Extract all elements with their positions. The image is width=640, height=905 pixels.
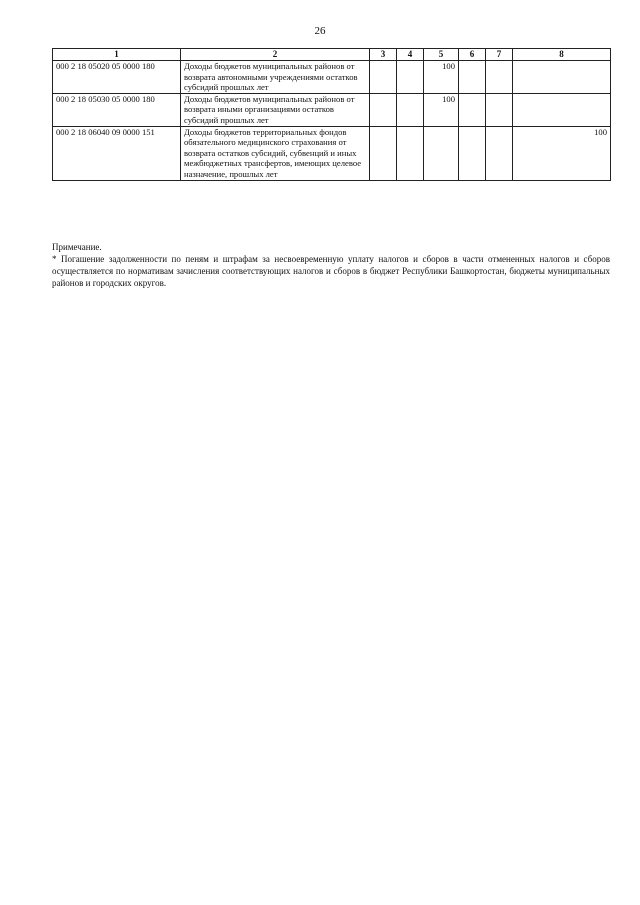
- table-row: [53, 61, 611, 94]
- budget-classification-code: 000 2 18 05020 05 0000 180: [53, 61, 181, 94]
- cell-col-8: [513, 61, 611, 94]
- column-header-1: 1: [53, 49, 181, 61]
- cell-col-4: [397, 126, 424, 180]
- column-header-2: 2: [181, 49, 370, 61]
- cell-col-5: 100: [424, 93, 459, 126]
- cell-col-5: [424, 126, 459, 180]
- table-header-row: [53, 49, 611, 61]
- revenue-description: Доходы бюджетов муниципальных районов от возврата иными организациями остатков субсидий прошлых лет: [181, 93, 370, 126]
- cell-col-7: [486, 126, 513, 180]
- cell-col-8: [513, 93, 611, 126]
- cell-col-6: [459, 93, 486, 126]
- column-header-6: 6: [459, 49, 486, 61]
- cell-col-6: [459, 61, 486, 94]
- cell-col-5: 100: [424, 61, 459, 94]
- table-row: [53, 126, 611, 180]
- column-header-4: 4: [397, 49, 424, 61]
- column-header-7: 7: [486, 49, 513, 61]
- footnote-text: * Погашение задолженности по пеням и штрафам за несвоевременную уплату налогов и сборов в части отмененных налогов и сборов осуществляется по нормативам зачисления соответствующих налогов и сборов в бюджет Республики Башкортостан, бюджеты муниципальных районов и городских округов.: [52, 254, 610, 288]
- column-header-3: 3: [370, 49, 397, 61]
- cell-col-3: [370, 93, 397, 126]
- column-header-5: 5: [424, 49, 459, 61]
- cell-col-7: [486, 61, 513, 94]
- column-header-8: 8: [513, 49, 611, 61]
- page-number: 26: [314, 25, 326, 37]
- cell-col-3: [370, 126, 397, 180]
- budget-classification-code: 000 2 18 06040 09 0000 151: [53, 126, 181, 180]
- cell-col-4: [397, 93, 424, 126]
- table-row: [53, 93, 611, 126]
- footnote-title: Примечание.: [52, 242, 102, 252]
- cell-col-8: 100: [513, 126, 611, 180]
- budget-classification-code: 000 2 18 05030 05 0000 180: [53, 93, 181, 126]
- revenue-description: Доходы бюджетов муниципальных районов от возврата автономными учреждениями остатков субсидий прошлых лет: [181, 61, 370, 94]
- cell-col-6: [459, 126, 486, 180]
- cell-col-3: [370, 61, 397, 94]
- revenue-description: Доходы бюджетов территориальных фондов обязательного медицинского страхования от возврата остатков субсидий, субвенций и иных межбюджетных трансфертов, имеющих целевое назначение, прошлых лет: [181, 126, 370, 180]
- revenue-distribution-table: [52, 48, 611, 181]
- cell-col-7: [486, 93, 513, 126]
- cell-col-4: [397, 61, 424, 94]
- footnote: [52, 241, 610, 289]
